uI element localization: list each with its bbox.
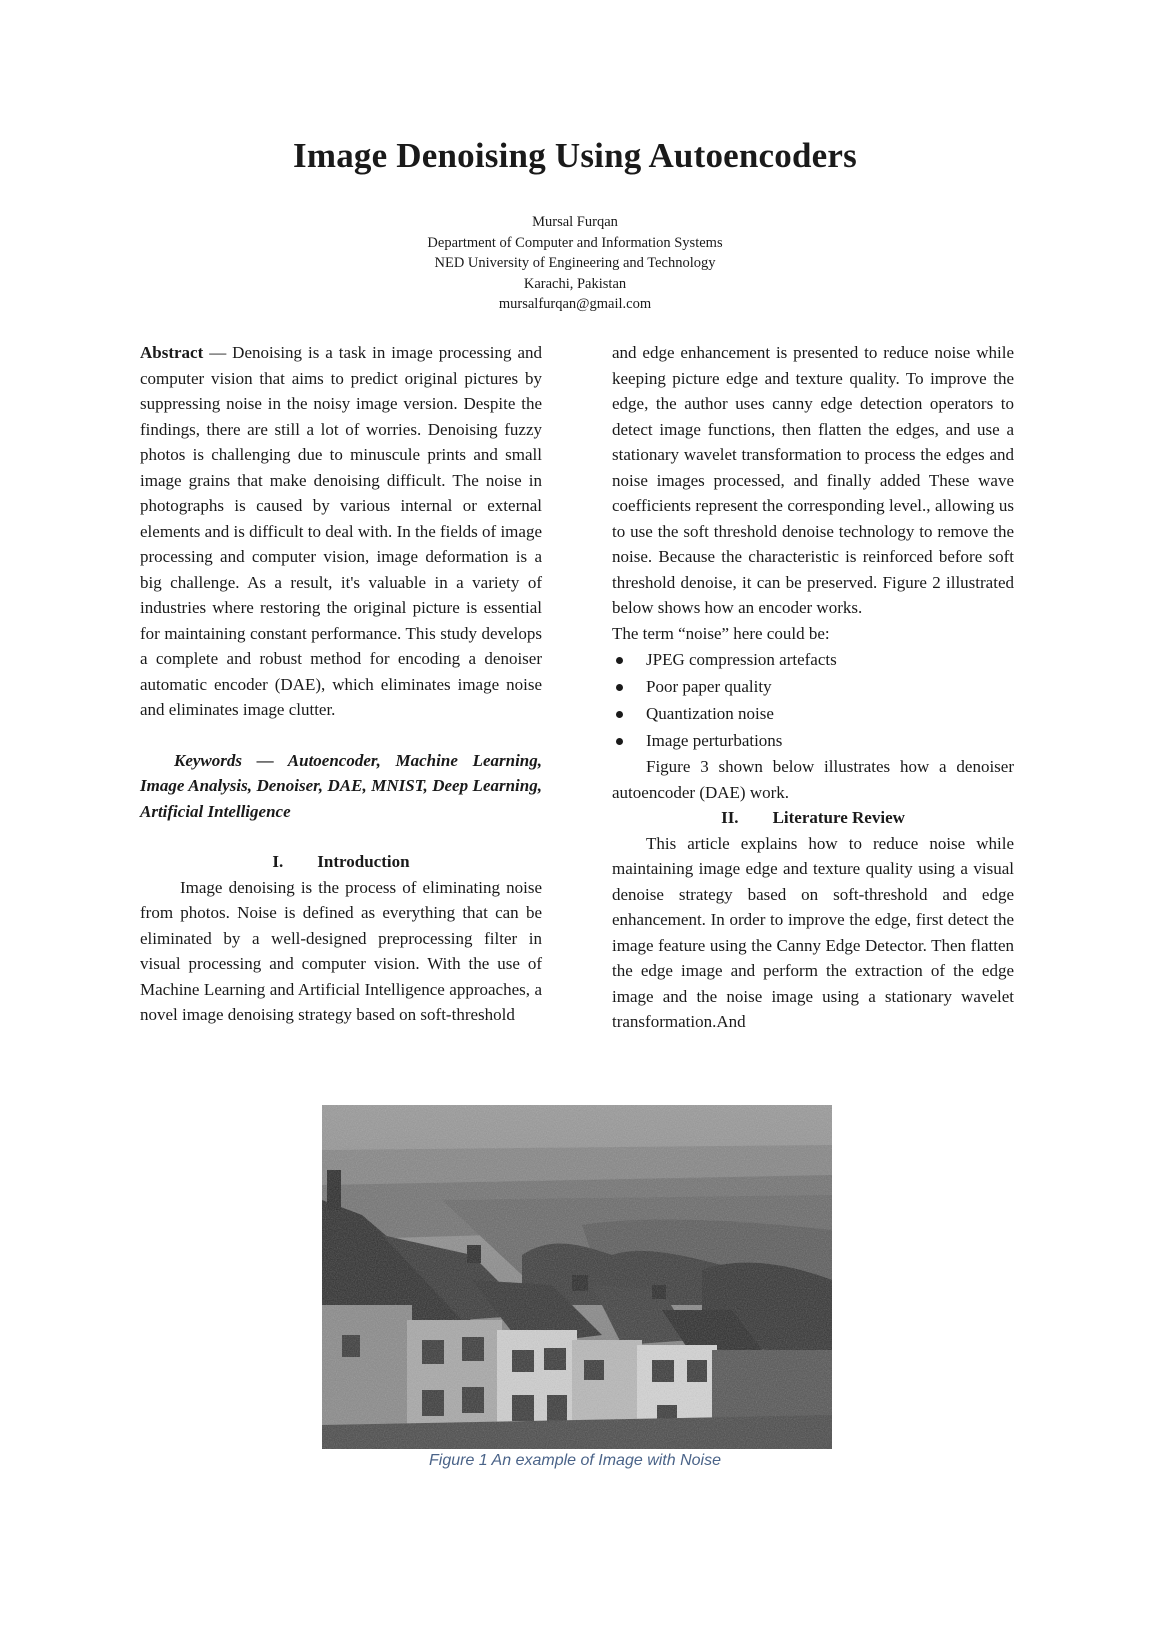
- abstract: [140, 340, 542, 723]
- literature-heading: [612, 805, 1014, 831]
- list-item: Image perturbations: [612, 727, 1014, 754]
- list-item: JPEG compression artefacts: [612, 646, 1014, 673]
- right-column-continuation: and edge enhancement is presented to reduce noise while keeping picture edge and texture quality. To improve the edge, the author uses canny edge detection operators to detect image functions, then flatten the edges, and use a stationary wavelet transformation to process the edges and noise images processed, and finally added These wave coefficients represent the corresponding level., allowing us to use the soft threshold denoise technology to remove the noise. Because the characteristic is reinforced before soft threshold denoise, it can be preserved. Figure 2 illustrated below shows how an encoder works.: [612, 343, 1014, 617]
- list-item: Quantization noise: [612, 700, 1014, 727]
- figure3-text: Figure 3 shown below illustrates how a denoiser autoencoder (DAE) work.: [612, 757, 1014, 802]
- introduction-title: Introduction: [317, 852, 410, 871]
- literature-number: II.: [721, 808, 739, 827]
- abstract-dash: —: [203, 343, 233, 362]
- literature-title: Literature Review: [772, 808, 905, 827]
- abstract-label: Abstract: [140, 343, 204, 362]
- bullet-icon: [616, 684, 623, 691]
- author-block: [0, 212, 1150, 315]
- figure1-caption: Figure 1 An example of Image with Noise: [429, 1452, 721, 1469]
- introduction-heading: [140, 849, 542, 875]
- right-column: [612, 340, 1014, 1035]
- list-item: Poor paper quality: [612, 673, 1014, 700]
- left-column: [140, 340, 542, 1028]
- introduction-number: I.: [272, 852, 284, 871]
- author-university: NED University of Engineering and Technology: [434, 255, 716, 271]
- literature-text: This article explains how to reduce noise while maintaining image edge and texture quality using a visual denoise strategy based on soft-threshold and edge enhancement. In order to improve the edge, first detect the image feature using the Canny Edge Detector. Then flatten the edge image and perform the extraction of the edge image and the noise image using a stationary wavelet transformation.And: [612, 833, 1014, 1031]
- abstract-text: Denoising is a task in image processing and computer vision that aims to predict original pictures by suppressing noise in the noisy image version. Despite the findings, there are still a lot of worries. Denoising fuzzy photos is challenging due to minuscule prints and small image grains that make denoising difficult. The noise in photographs is caused by various internal or external elements and is difficult to deal with. In the fields of image processing and computer vision, image deformation is a big challenge. As a result, it's valuable in a variety of industries where restoring the original picture is essential for maintaining constant performance. This study develops a complete and robust method for encoding a denoiser automatic encoder (DAE), which eliminates image noise and eliminates image clutter.: [140, 343, 542, 719]
- author-email: mursalfurqan@gmail.com: [498, 296, 652, 312]
- author-department: Department of Computer and Information Systems: [427, 234, 723, 251]
- bullet-icon: [616, 738, 623, 745]
- author-name: Mursal Furqan: [532, 214, 618, 230]
- author-location: Karachi, Pakistan: [523, 275, 627, 292]
- noise-intro: The term “noise” here could be:: [612, 623, 830, 643]
- bullet-icon: [616, 711, 623, 718]
- keywords: Keywords — Autoencoder, Machine Learning, Image Analysis, Denoiser, DAE, MNIST, Deep Learning, Artificial Intelligence: [140, 750, 542, 821]
- paper-title: Image Denoising Using Autoencoders: [293, 136, 857, 175]
- village-image-icon: [322, 1105, 832, 1449]
- bullet-icon: [616, 657, 623, 664]
- noise-list: [612, 646, 1014, 754]
- introduction-text: Image denoising is the process of eliminating noise from photos. Noise is defined as everything that can be eliminated by a well-designed preprocessing filter in visual processing and computer vision. With the use of Machine Learning and Artificial Intelligence approaches, a novel image denoising strategy based on soft-threshold: [140, 877, 542, 1024]
- figure-noisy-image: [322, 1105, 832, 1449]
